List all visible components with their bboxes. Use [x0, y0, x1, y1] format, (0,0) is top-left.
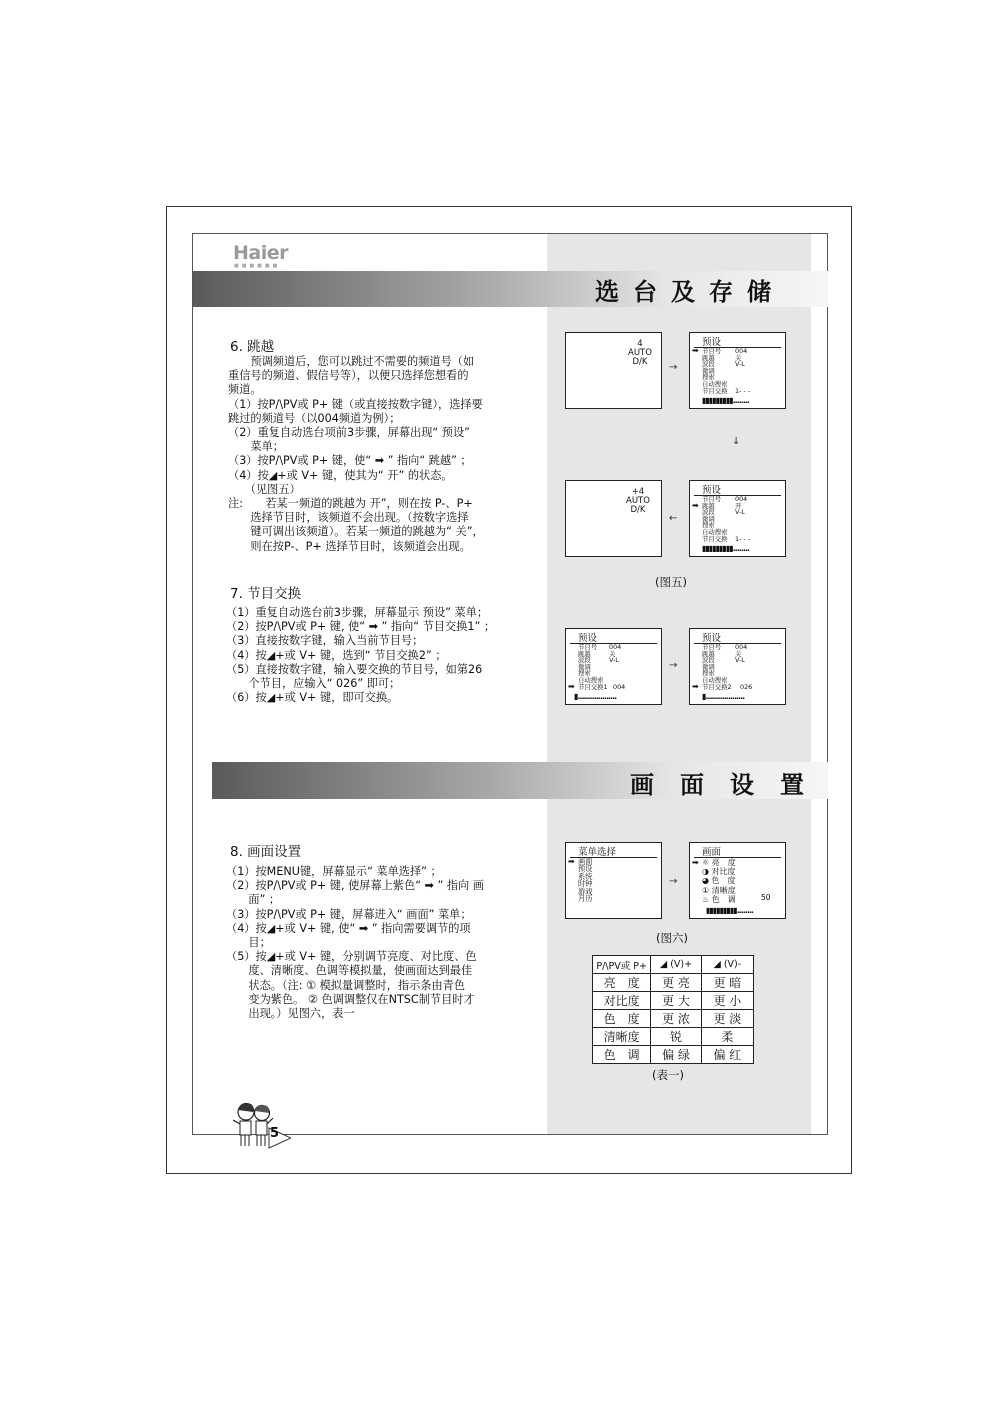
osd-channel-info — [626, 488, 650, 515]
table-1-caption: (表一) — [652, 1068, 684, 1082]
text-line: 面” ； — [226, 893, 281, 907]
osd-channel: +4 — [631, 487, 645, 497]
indicator-bar: ▮................... — [574, 692, 617, 701]
table-row: 亮 度 更 亮 更 暗 — [593, 974, 754, 992]
text-line: （3）按P/\PV或 P+ 键，屏幕进入“ 画面” 菜单； — [226, 907, 472, 921]
section-title-channel-storage: 选台及存储 — [595, 278, 785, 306]
table-header-cell: ◢ (V)- — [701, 956, 753, 974]
text-line: （4）按◢+或 V+ 键, 使“ ➡ ” 指向需要调节的项 — [226, 921, 471, 935]
text-line: （3）直接按数字键，输入当前节目号； — [226, 634, 424, 648]
text-line: （5）按◢+或 V+ 键，分别调节亮度、对比度、色 — [226, 950, 477, 964]
tv-screen-2 — [565, 480, 662, 557]
text-line: 目； — [226, 936, 271, 950]
text-picture-settings — [226, 865, 484, 1021]
heading-program-swap: 7. 节目交换 — [230, 586, 302, 602]
menu-title: 预设 — [702, 485, 722, 496]
text-line: 注: 若某一频道的跳越为 开”，则在按 P-、P+ — [228, 497, 473, 511]
table-header-cell: ◢ (V)+ — [651, 956, 701, 974]
text-line: （1）按MENU键，屏幕显示“ 菜单选择” ； — [226, 865, 442, 878]
menu-value-swap: 1- - - — [735, 534, 751, 543]
text-line: （2）重复自动选台项前3步骤，屏幕出现“ 预设” — [228, 426, 470, 440]
table-row: 色 调 偏 绿 偏 红 — [593, 1046, 754, 1064]
menu-title: 预设 — [702, 337, 722, 348]
text-line: 菜单； — [228, 440, 284, 454]
text-line: （见图五） — [228, 482, 301, 496]
figure-5-caption: (图五) — [655, 575, 687, 589]
arrow-right-icon: → — [669, 660, 678, 671]
table-header — [593, 956, 754, 974]
text-program-swap — [226, 606, 495, 705]
arrow-down-icon: ↓ — [732, 436, 741, 447]
text-line: 重信号的频道、假信号等），以便只选择您想看的 — [228, 369, 469, 383]
text-line: （6）按◢+或 V+ 键，即可交换。 — [226, 691, 399, 705]
text-line: （2）按P/\PV或 P+ 键, 使“ ➡ ” 指向“ 节目交换1” ； — [226, 620, 496, 634]
osd-system: D/K — [630, 505, 646, 515]
preset-menu-swap2 — [689, 628, 786, 705]
menu-items: 画面 预设 系统 时钟 游戏 月历 — [578, 857, 593, 904]
osd-channel: 4 — [637, 339, 643, 349]
text-line: 状态。（注: ① 模拟量调整时，指示条由青色 — [226, 978, 466, 992]
preset-menu-skip-on — [689, 480, 786, 557]
text-line: （1）重复自动选台前3步骤，屏幕显示 预设” 菜单； — [226, 606, 489, 619]
arrow-right-icon: → — [669, 876, 678, 887]
text-line: （1）按P/\PV或 P+ 键（或直接按数字键），选择要 — [228, 397, 483, 411]
indicator-bar: ▮▮▮▮▮▮▮▮▮........ — [702, 544, 749, 553]
text-line: （2）按P/\PV或 P+ 键, 使屏幕上紫色“ ➡ ” 指向 画 — [226, 879, 484, 893]
menu-values: 004 关 V-L — [609, 643, 622, 665]
heading-skip: 6. 跳越 — [230, 339, 275, 355]
heading-picture-settings: 8. 画面设置 — [230, 844, 302, 860]
menu-select-box — [565, 842, 662, 919]
table-row: 对比度 更 大 更 小 — [593, 992, 754, 1010]
pointer-arrow-icon: ➡ — [692, 858, 699, 867]
text-line: 变为紫色。 ② 色调调整仅在NTSC制节目时才 — [226, 992, 475, 1006]
osd-mode: AUTO — [628, 348, 652, 358]
tv-screen-1 — [565, 332, 662, 409]
text-line: （4）按◢+或 V+ 键，使其为“ 开” 的状态。 — [228, 468, 453, 482]
preset-menu-swap1 — [565, 628, 662, 705]
table-row: 清晰度 锐 柔 — [593, 1028, 754, 1046]
pointer-arrow-icon: ➡ — [568, 682, 575, 691]
menu-labels: 节目号 跳越 波段 微调 搜索 自动搜索 节目交换 — [702, 495, 728, 543]
osd-channel-info — [628, 340, 652, 367]
page-number: 5 — [270, 1126, 280, 1141]
pointer-arrow-icon: ➡ — [692, 500, 699, 510]
menu-values: 004 关 V-L — [735, 643, 748, 665]
indicator-bar: ▮................... — [702, 692, 745, 701]
picture-items: ☼ 亮 度 ◑ 对比度 ◕ 色 度 ① 清晰度 ♨ 色 调 — [702, 858, 736, 904]
text-line: 选择节目时，该频道不会出现。（按数字选择 — [228, 511, 469, 525]
text-line: （5）直接按数字键，输入要交换的节目号，如第26 — [226, 662, 483, 676]
menu-title: 画面 — [702, 847, 722, 858]
pointer-arrow-icon: ➡ — [568, 857, 575, 866]
menu-values: 004 开 V-L — [735, 495, 748, 517]
text-line: （4）按◢+或 V+ 键，选到“ 节目交换2” ； — [226, 648, 447, 662]
osd-system: D/K — [632, 357, 648, 367]
mascot-kids-icon — [233, 1100, 291, 1150]
menu-values: 004 关 V-L — [735, 347, 748, 369]
text-line: 频道。 — [228, 383, 262, 397]
menu-title: 菜单选择 — [578, 847, 617, 858]
haier-logo: Haier — [233, 242, 288, 264]
menu-value-swap: 004 — [613, 682, 626, 691]
text-line: 出现。）见图六，表一 — [226, 1007, 355, 1021]
text-line: 键可调出该频道）。若某一频道的跳越为“ 关”， — [228, 525, 484, 539]
indicator-bar: ▮▮▮▮▮▮▮▮▮........ — [702, 396, 749, 405]
menu-labels: 节目号 跳越 波段 微调 搜索 自动搜索 节目交换1 — [578, 643, 608, 691]
preset-menu-skip-off — [689, 332, 786, 409]
text-line: 则在按P-、P+ 选择节目时，该频道会出现。 — [228, 539, 471, 553]
osd-mode: AUTO — [626, 496, 650, 506]
table-row: 色 度 更 浓 更 淡 — [593, 1010, 754, 1028]
menu-value-swap: 1- - - — [735, 386, 751, 395]
arrow-left-icon: ← — [669, 513, 678, 524]
text-line: 个节目，应输入“ 026” 即可； — [226, 677, 401, 691]
section-title-picture-settings: 画面设置 — [630, 771, 830, 799]
logo-subtext: ■■■■■■ — [234, 263, 281, 269]
table-header-cell: P/\PV或 P+ — [593, 956, 651, 974]
picture-menu-box — [689, 842, 786, 919]
text-line: （3）按P/\PV或 P+ 键，使“ ➡ ” 指向“ 跳越” ； — [228, 454, 472, 468]
adjustment-table — [592, 955, 754, 1064]
indicator-bar: ▮▮▮▮▮▮▮▮▮........ — [706, 906, 753, 915]
text-line: 度、清晰度、色调等模拟量，使画面达到最佳 — [226, 964, 473, 978]
hue-value: 50 — [761, 893, 771, 902]
menu-title: 预设 — [702, 633, 722, 644]
text-line: 跳过的频道号（以004频道为例）； — [228, 411, 401, 425]
pointer-arrow-icon: ➡ — [692, 682, 699, 691]
arrow-right-icon: → — [669, 362, 678, 373]
text-skip — [228, 355, 484, 554]
figure-6-caption: (图六) — [656, 931, 688, 945]
text-line: 预调频道后，您可以跳过不需要的频道号（如 — [228, 355, 475, 368]
pointer-arrow-icon: ➡ — [692, 346, 699, 355]
menu-labels: 节目号 跳越 波段 微调 搜索 自动搜索 节目交换2 — [702, 643, 732, 691]
menu-value-swap: 026 — [740, 682, 753, 691]
menu-title: 预设 — [578, 633, 598, 644]
menu-labels: 节目号 跳越 波段 微调 搜索 自动搜索 节目交换 — [702, 347, 728, 395]
